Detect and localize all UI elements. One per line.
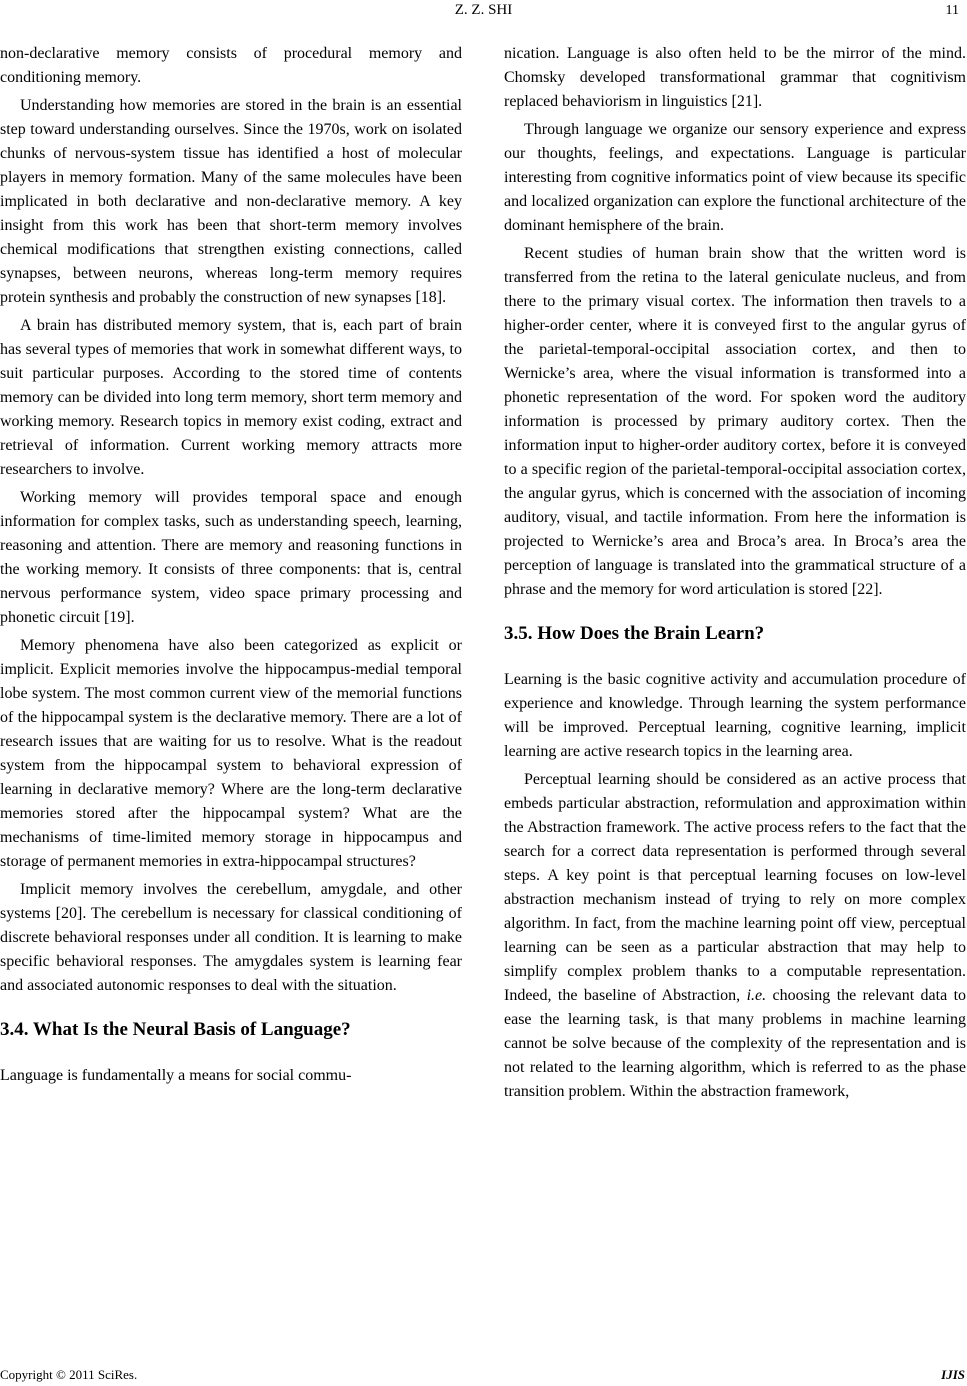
footer-journal: IJIS xyxy=(941,1367,965,1382)
paragraph-text: choosing the relevant data to ease the learning task, is that many problems in machine learning cannot be solve because of the complexity of the representation and is not related to the learning algorithm, which is referred to as the phase transition problem. Within the abstraction framework, xyxy=(504,987,967,1100)
paragraph: Language is fundamentally a means for social commu- xyxy=(0,1067,352,1084)
paragraph: Understanding how memories are stored in the brain is an essential step toward understanding ourselves. Since the 1970s, work on isolated chunks of nervous-system tissue has identified a host of molecular players in memory formation. Many of the same molecules have been implicated in both declarative and non-declarative memory. A key insight from this work has been that short-term memory involves chemical modifications that strengthen existing connections, called synapses, between neurons, whereas long-term memory requires protein synthesis and probably the construction of new synapses [18]. xyxy=(0,97,462,306)
right-column xyxy=(504,42,966,1108)
section-heading-3-5: 3.5. How Does the Brain Learn? xyxy=(504,623,765,644)
paragraph: Through language we organize our sensory experience and express our thoughts, feelings, and expectations. Language is particular interesting from cognitive informatics point of view because its specific and localized organization can explore the functional architecture of the dominant hemisphere of the brain. xyxy=(504,121,966,234)
paragraph xyxy=(504,768,966,1104)
paragraph: A brain has distributed memory system, that is, each part of brain has several types of memories that work in somewhat different ways, to suit particular purposes. According to the stored time of contents memory can be divided into long term memory, short term memory and working memory. Research topics in memory exist coding, extract and retrieval of information. Current working memory attracts more researchers to involve. xyxy=(0,317,462,478)
running-header-author: Z. Z. SHI xyxy=(454,2,513,18)
page-number: 11 xyxy=(945,3,959,18)
left-column xyxy=(0,42,462,1092)
section-heading-3-4: 3.4. What Is the Neural Basis of Language? xyxy=(0,1019,351,1040)
paragraph: Recent studies of human brain show that the written word is transferred from the retina to the lateral geniculate nucleus, and from there to the primary visual cortex. The information then travels to a higher-order center, where it is conveyed first to the angular gyrus of the parietal-temporal-occipital association cortex, and then to Wernicke’s area, where the visual information is transformed into a phonetic representation of the word. For spoken word the auditory information is processed by primary auditory cortex. Then the information input to higher-order auditory cortex, before it is conveyed to a specific region of the parietal-temporal-occipital association cortex, the angular gyrus, which is concerned with the association of incoming auditory, visual, and tactile information. From here the information is projected to Wernicke’s area and Broca’s area. In Broca’s area the perception of language is translated into the grammatical structure of a phrase and the memory for word articulation is stored [22]. xyxy=(504,245,966,598)
paragraph: Memory phenomena have also been categorized as explicit or implicit. Explicit memories involve the hippocampus-medial temporal lobe system. The most common current view of the memorial functions of the hippocampal system is the declarative memory. There are a lot of research issues that are waiting for us to resolve. What is the readout system from the hippocampal system to behavioral expression of learning in declarative memory? Where are the long-term declarative memories stored after the hippocampal system? What are the mechanisms of time-limited memory storage in hippocampus and storage of permanent memories in extra-hippocampal structures? xyxy=(0,637,462,870)
italic-ie: i.e. xyxy=(746,987,767,1004)
paragraph: non-declarative memory consists of procedural memory and conditioning memory. xyxy=(0,45,462,86)
paragraph: Learning is the basic cognitive activity and accumulation procedure of experience and knowledge. Through learning the system performance will be improved. Perceptual learning, cognitive learning, implicit learning are active research topics in the learning area. xyxy=(504,671,966,760)
footer-copyright: Copyright © 2011 SciRes. xyxy=(0,1367,138,1382)
paragraph: nication. Language is also often held to be the mirror of the mind. Chomsky developed transformational grammar that cognitivism replaced behaviorism in linguistics [21]. xyxy=(504,45,966,110)
paragraph: Working memory will provides temporal space and enough information for complex tasks, such as understanding speech, learning, reasoning and attention. There are memory and reasoning functions in the working memory. It consists of three components: that is, central nervous performance system, video space primary processing and phonetic circuit [19]. xyxy=(0,489,462,626)
paragraph: Implicit memory involves the cerebellum, amygdale, and other systems [20]. The cerebellum is necessary for classical conditioning of discrete behavioral responses under all condition. It is learning to make specific behavioral responses. The amygdales system is learning fear and associated autonomic responses to deal with the situation. xyxy=(0,881,462,994)
paragraph-text: Perceptual learning should be considered as an active process that embeds particular abstraction, reformulation and approximation within the Abstraction framework. The active process refers to the fact that the search for a correct data representation is performed through several steps. A key point is that perceptual learning focuses on low-level abstraction mechanism instead of trying to rely on more complex algorithm. In fact, from the machine learning point off view, perceptual learning can be seen as a particular abstraction that may help to simplify complex problem thanks to a computable representation. Indeed, the baseline of Abstraction, xyxy=(504,771,966,1004)
